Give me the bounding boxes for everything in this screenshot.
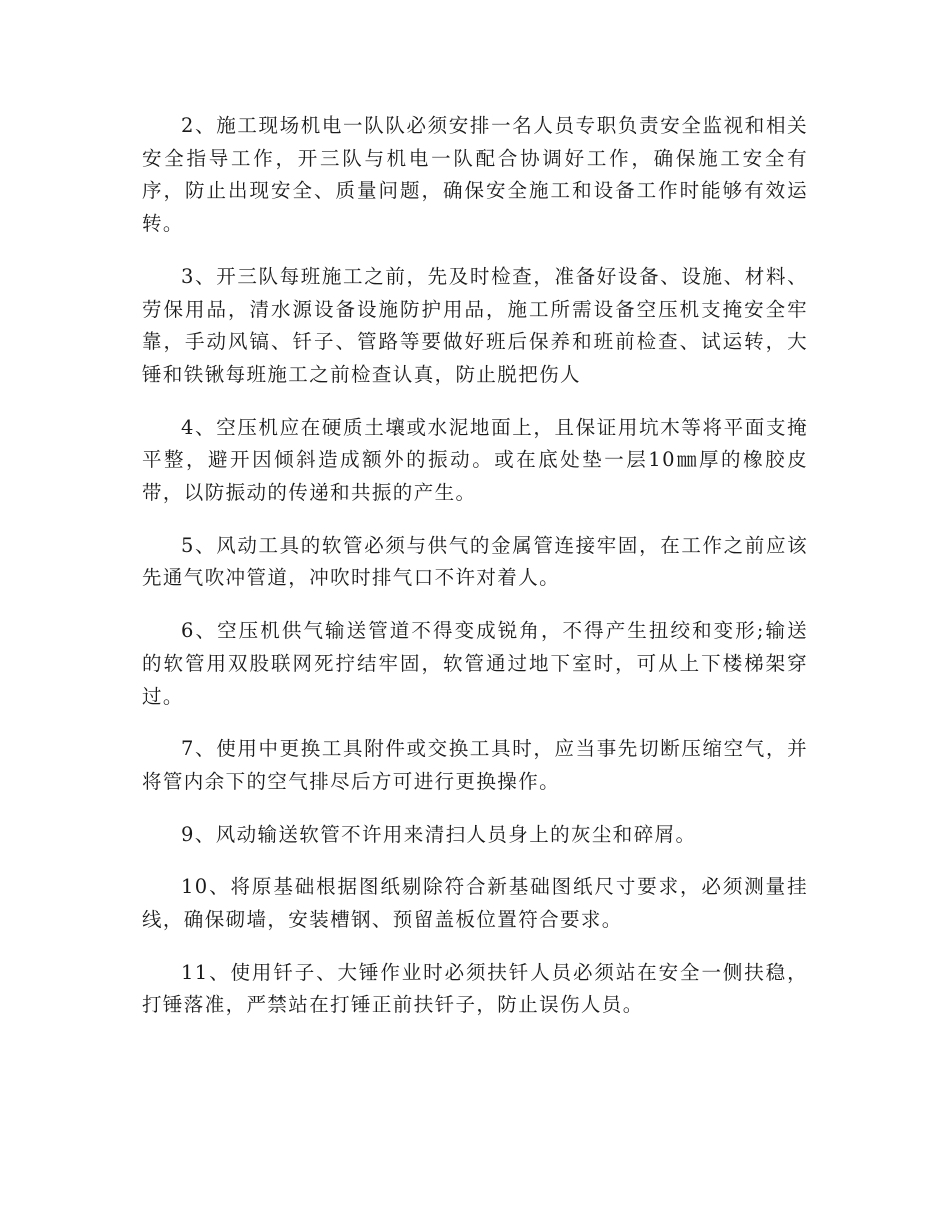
paragraph-item-3: 3、开三队每班施工之前，先及时检查，准备好设备、设施、材料、劳保用品，清水源设备设施防护用品，施工所需设备空压机支掩安全牢靠，手动风镐、钎子、管路等要做好班后保养和班前检查、试运转，大锤和铁锹每班施工之前检查认真，防止脱把伤人	[142, 264, 808, 386]
paragraph-item-2: 2、施工现场机电一队队必须安排一名人员专职负责安全监视和相关安全指导工作，开三队与机电一队配合协调好工作，确保施工安全有序，防止出现安全、质量问题，确保安全施工和设备工作时能够有效运转。	[142, 114, 808, 236]
paragraph-item-4: 4、空压机应在硬质土壤或水泥地面上，且保证用坑木等将平面支掩平整，避开因倾斜造成额外的振动。或在底处垫一层10㎜厚的橡胶皮带，以防振动的传递和共振的产生。	[142, 415, 808, 505]
document-body	[142, 110, 808, 1042]
paragraph-item-7: 7、使用中更换工具附件或交换工具时，应当事先切断压缩空气，并将管内余下的空气排尽后方可进行更换操作。	[142, 737, 808, 793]
paragraph-item-10: 10、将原基础根据图纸剔除符合新基础图纸尺寸要求，必须测量挂线，确保砌墙，安装槽钢、预留盖板位置符合要求。	[142, 875, 808, 932]
paragraph-item-11: 11、使用钎子、大锤作业时必须扶钎人员必须站在安全一侧扶稳，打锤落准，严禁站在打锤正前扶钎子，防止误伤人员。	[142, 960, 808, 1017]
paragraph-item-9: 9、风动输送软管不许用来清扫人员身上的灰尘和碎屑。	[181, 822, 697, 846]
paragraph-item-5: 5、风动工具的软管必须与供气的金属管连接牢固，在工作之前应该先通气吹冲管道，冲吹时排气口不许对着人。	[142, 533, 808, 590]
paragraph-item-6: 6、空压机供气输送管道不得变成锐角，不得产生扭绞和变形;输送的软管用双股联网死拧结牢固，软管通过地下室时，可从上下楼梯架穿过。	[142, 619, 808, 708]
